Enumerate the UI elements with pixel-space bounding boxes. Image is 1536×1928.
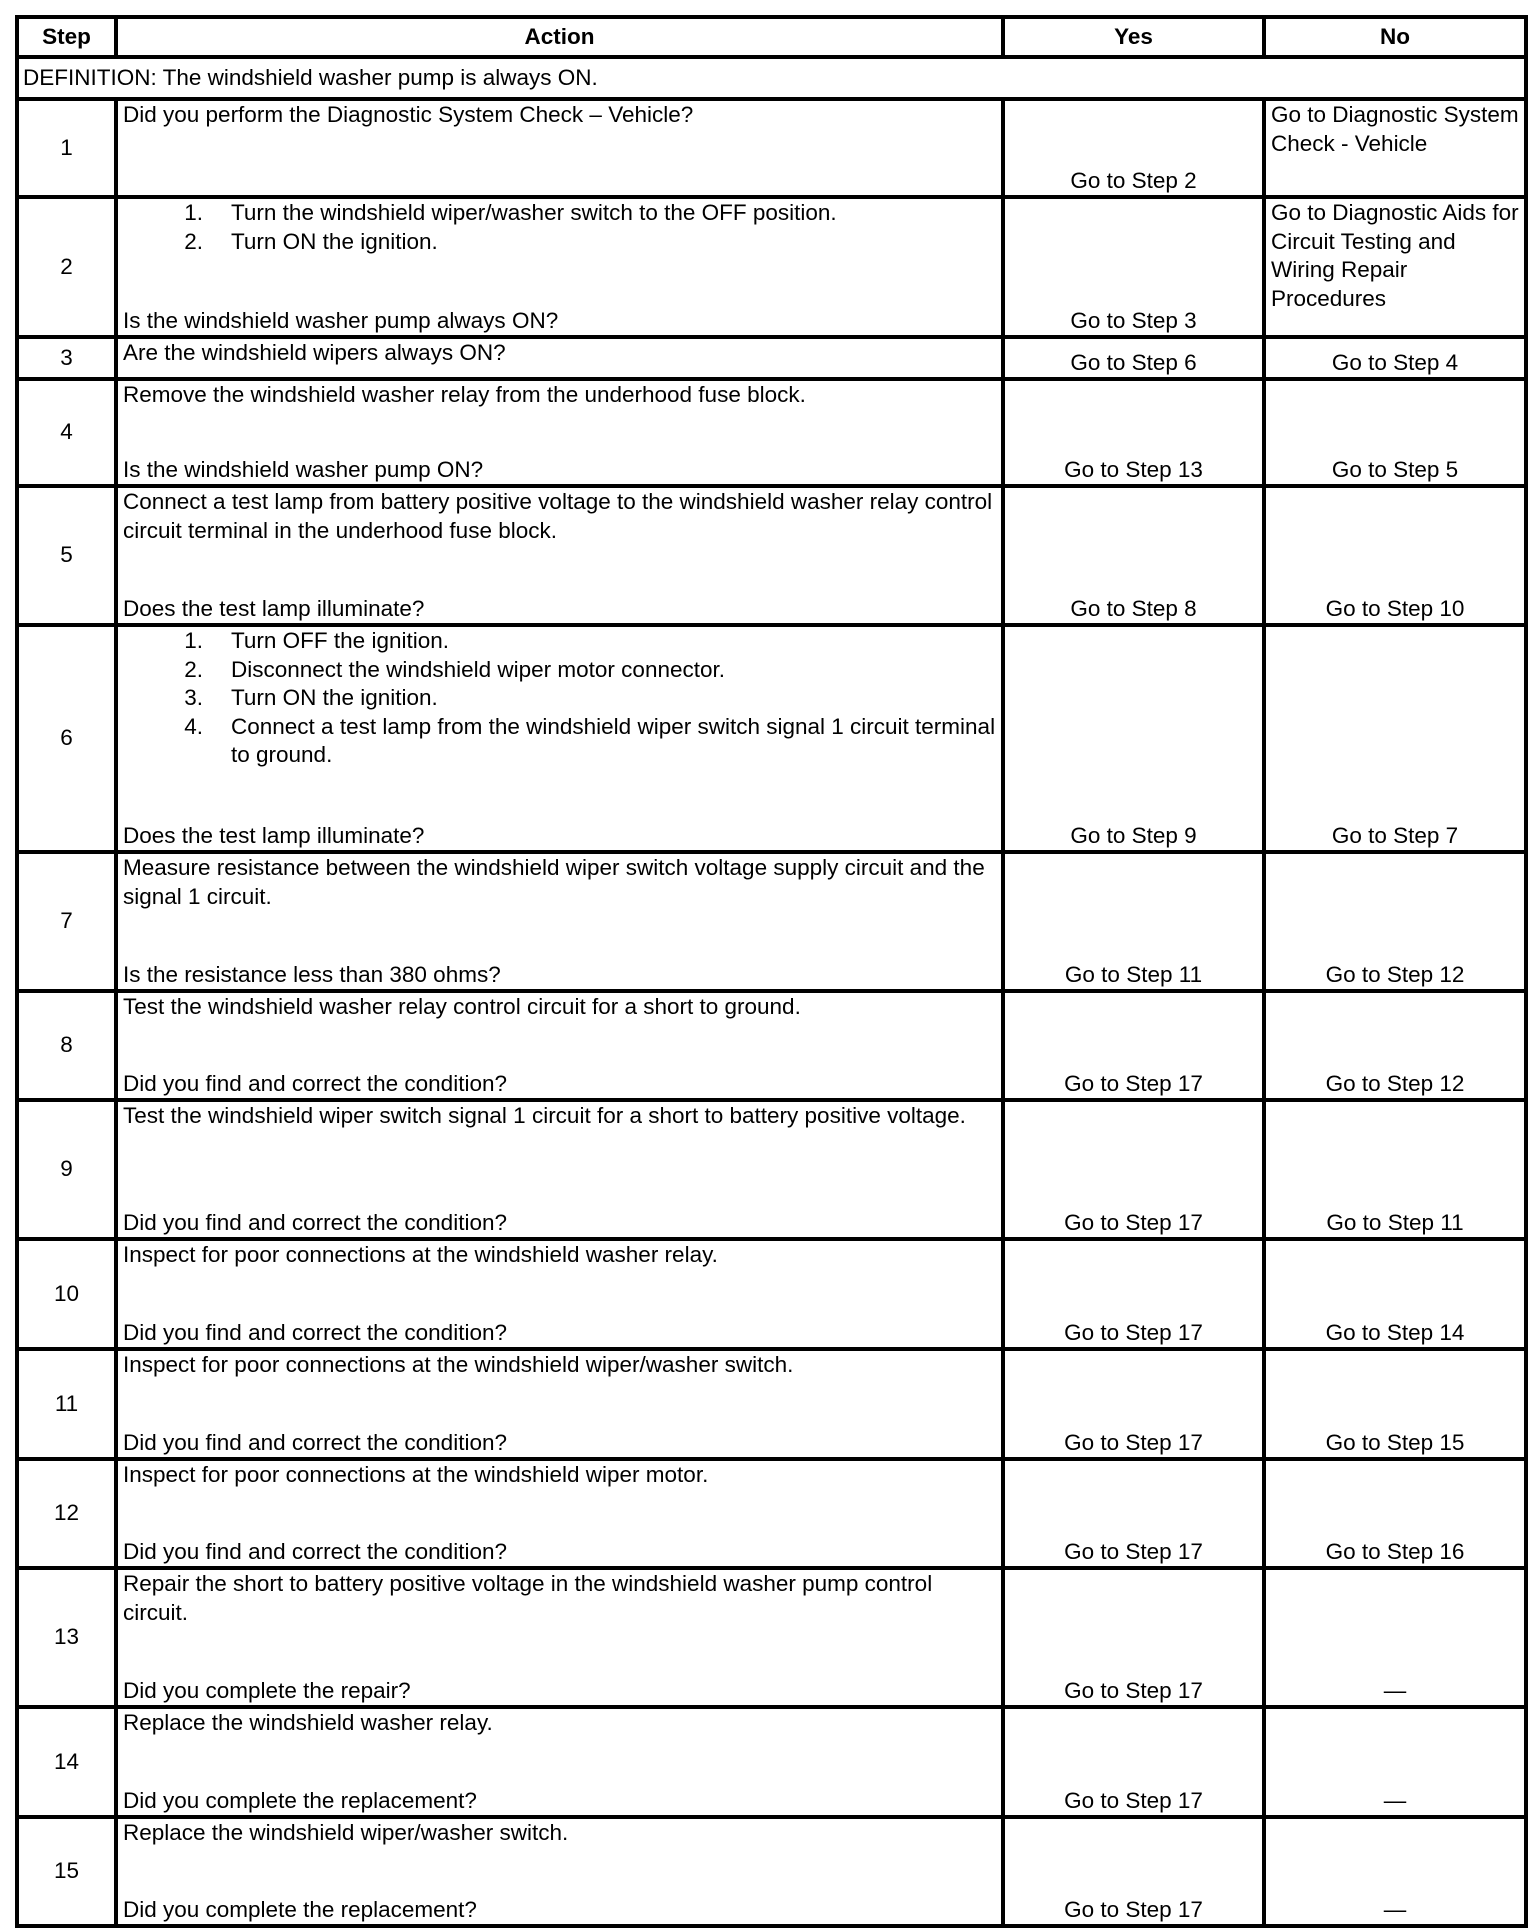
instruction-number: 4. bbox=[184, 713, 203, 739]
no-result: Go to Step 5 bbox=[1264, 379, 1526, 486]
table-row bbox=[17, 625, 1526, 852]
yes-result: Go to Step 6 bbox=[1003, 337, 1264, 379]
yes-result: Go to Step 17 bbox=[1003, 1459, 1264, 1568]
instruction-number: 2. bbox=[184, 228, 203, 254]
step-number: 2 bbox=[17, 197, 116, 337]
yes-result: Go to Step 17 bbox=[1003, 991, 1264, 1100]
action-question: Did you find and correct the condition? bbox=[123, 1209, 507, 1235]
table-row bbox=[17, 337, 1526, 379]
action-question: Did you find and correct the condition? bbox=[123, 1319, 507, 1345]
diagnostic-table bbox=[15, 15, 1528, 1928]
action-question: Did you complete the replacement? bbox=[123, 1787, 477, 1813]
action-content bbox=[123, 1819, 996, 1924]
yes-result: Go to Step 17 bbox=[1003, 1239, 1264, 1349]
action-question: Does the test lamp illuminate? bbox=[123, 822, 425, 848]
yes-result: Go to Step 3 bbox=[1003, 197, 1264, 337]
action-instructions bbox=[123, 101, 996, 130]
step-number: 7 bbox=[17, 852, 116, 991]
step-number: 6 bbox=[17, 625, 116, 852]
instruction-item bbox=[123, 684, 996, 713]
step-number: 5 bbox=[17, 486, 116, 625]
step-number: 3 bbox=[17, 337, 116, 379]
action-cell bbox=[116, 197, 1003, 337]
no-result: Go to Diagnostic Aids for Circuit Testing and Wiring Repair Procedures bbox=[1264, 197, 1526, 337]
no-result: Go to Step 16 bbox=[1264, 1459, 1526, 1568]
no-result: Go to Step 12 bbox=[1264, 852, 1526, 991]
no-result: — bbox=[1264, 1817, 1526, 1926]
yes-result: Go to Step 17 bbox=[1003, 1100, 1264, 1239]
action-cell bbox=[116, 1100, 1003, 1239]
action-cell bbox=[116, 1239, 1003, 1349]
table-row bbox=[17, 1459, 1526, 1568]
table-row bbox=[17, 1817, 1526, 1926]
table-row bbox=[17, 1707, 1526, 1817]
no-result: Go to Step 7 bbox=[1264, 625, 1526, 852]
action-content bbox=[123, 993, 996, 1098]
no-result: Go to Step 15 bbox=[1264, 1349, 1526, 1459]
action-content bbox=[123, 1351, 996, 1457]
action-instructions bbox=[123, 339, 996, 368]
instruction-text: Turn ON the ignition. bbox=[231, 228, 438, 254]
table-row bbox=[17, 197, 1526, 337]
yes-result: Go to Step 17 bbox=[1003, 1349, 1264, 1459]
action-question: Is the resistance less than 380 ohms? bbox=[123, 961, 501, 987]
action-content bbox=[123, 854, 996, 989]
instruction-text: Turn OFF the ignition. bbox=[231, 628, 450, 653]
step-number: 11 bbox=[17, 1349, 116, 1459]
action-cell bbox=[116, 625, 1003, 852]
action-content bbox=[123, 1241, 996, 1347]
action-question: Did you complete the replacement? bbox=[123, 1896, 477, 1922]
action-question: Is the windshield washer pump always ON? bbox=[123, 307, 559, 333]
action-content bbox=[123, 381, 996, 484]
action-cell bbox=[116, 1568, 1003, 1707]
action-text: Test the windshield wiper switch signal 1 circuit for a short to battery positive voltage. bbox=[123, 1103, 966, 1128]
definition-text: DEFINITION: The windshield washer pump is always ON. bbox=[17, 57, 1526, 99]
action-question: Did you find and correct the condition? bbox=[123, 1538, 507, 1564]
action-text: Inspect for poor connections at the windshield washer relay. bbox=[123, 1242, 718, 1267]
action-content bbox=[123, 339, 996, 377]
no-result: Go to Step 10 bbox=[1264, 486, 1526, 625]
action-question: Did you find and correct the condition? bbox=[123, 1070, 507, 1096]
action-content bbox=[123, 1102, 996, 1237]
action-text: Inspect for poor connections at the windshield wiper motor. bbox=[123, 1462, 709, 1487]
action-question: Is the windshield washer pump ON? bbox=[123, 456, 484, 482]
step-number: 15 bbox=[17, 1817, 116, 1926]
action-text: Are the windshield wipers always ON? bbox=[123, 340, 506, 365]
action-cell bbox=[116, 379, 1003, 486]
action-content bbox=[123, 1570, 996, 1705]
action-question: Did you find and correct the condition? bbox=[123, 1429, 507, 1455]
no-result: — bbox=[1264, 1568, 1526, 1707]
table-row bbox=[17, 1100, 1526, 1239]
action-instructions bbox=[123, 488, 996, 545]
instruction-list bbox=[123, 199, 996, 256]
yes-result: Go to Step 17 bbox=[1003, 1707, 1264, 1817]
table-row bbox=[17, 1239, 1526, 1349]
action-instructions bbox=[123, 627, 996, 770]
definition-row bbox=[17, 57, 1526, 99]
no-result: Go to Step 12 bbox=[1264, 991, 1526, 1100]
action-instructions bbox=[123, 1819, 996, 1848]
action-text: Did you perform the Diagnostic System Check – Vehicle? bbox=[123, 102, 694, 127]
action-content bbox=[123, 1709, 996, 1815]
instruction-number: 1. bbox=[184, 628, 203, 653]
table-row bbox=[17, 1568, 1526, 1707]
no-result: — bbox=[1264, 1707, 1526, 1817]
action-text: Replace the windshield washer relay. bbox=[123, 1710, 493, 1735]
action-text: Connect a test lamp from battery positive voltage to the windshield washer relay control circuit terminal in the underhood fuse block. bbox=[123, 489, 993, 543]
instruction-number: 1. bbox=[184, 200, 203, 225]
no-result: Go to Diagnostic System Check - Vehicle bbox=[1264, 99, 1526, 197]
table-row bbox=[17, 486, 1526, 625]
action-instructions bbox=[123, 1709, 996, 1738]
header-step: Step bbox=[17, 17, 116, 57]
action-content bbox=[123, 627, 996, 850]
action-text: Replace the windshield wiper/washer switch. bbox=[123, 1820, 569, 1845]
instruction-text: Turn ON the ignition. bbox=[231, 685, 438, 710]
instruction-text: Disconnect the windshield wiper motor connector. bbox=[231, 656, 726, 682]
table-row bbox=[17, 852, 1526, 991]
no-result: Go to Step 4 bbox=[1264, 337, 1526, 379]
action-instructions bbox=[123, 381, 996, 410]
action-text: Inspect for poor connections at the windshield wiper/washer switch. bbox=[123, 1352, 794, 1377]
instruction-text: Turn the windshield wiper/washer switch to the OFF position. bbox=[231, 200, 837, 225]
yes-result: Go to Step 9 bbox=[1003, 625, 1264, 852]
action-instructions bbox=[123, 1241, 996, 1270]
yes-result: Go to Step 17 bbox=[1003, 1568, 1264, 1707]
no-result: Go to Step 11 bbox=[1264, 1100, 1526, 1239]
action-cell bbox=[116, 99, 1003, 197]
action-text: Measure resistance between the windshield wiper switch voltage supply circuit and the signal 1 circuit. bbox=[123, 855, 985, 909]
header-action: Action bbox=[116, 17, 1003, 57]
action-cell bbox=[116, 1707, 1003, 1817]
action-text: Repair the short to battery positive voltage in the windshield washer pump control circuit. bbox=[123, 1571, 933, 1625]
action-text: Remove the windshield washer relay from the underhood fuse block. bbox=[123, 382, 806, 407]
action-instructions bbox=[123, 1461, 996, 1490]
yes-result: Go to Step 8 bbox=[1003, 486, 1264, 625]
header-no: No bbox=[1264, 17, 1526, 57]
instruction-list bbox=[123, 627, 996, 770]
action-instructions bbox=[123, 993, 996, 1022]
table-row bbox=[17, 379, 1526, 486]
instruction-item bbox=[123, 656, 996, 685]
step-number: 13 bbox=[17, 1568, 116, 1707]
action-cell bbox=[116, 852, 1003, 991]
instruction-text: Connect a test lamp from the windshield wiper switch signal 1 circuit terminal to ground. bbox=[231, 713, 996, 767]
header-row bbox=[17, 17, 1526, 57]
step-number: 4 bbox=[17, 379, 116, 486]
action-cell bbox=[116, 1459, 1003, 1568]
action-cell bbox=[116, 337, 1003, 379]
step-number: 14 bbox=[17, 1707, 116, 1817]
action-instructions bbox=[123, 854, 996, 911]
action-content bbox=[123, 101, 996, 195]
action-question: Does the test lamp illuminate? bbox=[123, 595, 425, 621]
yes-result: Go to Step 13 bbox=[1003, 379, 1264, 486]
table-row bbox=[17, 1349, 1526, 1459]
header-yes: Yes bbox=[1003, 17, 1264, 57]
instruction-item bbox=[123, 627, 996, 656]
yes-result: Go to Step 11 bbox=[1003, 852, 1264, 991]
instruction-number: 3. bbox=[184, 685, 203, 710]
action-content bbox=[123, 199, 996, 335]
table-row bbox=[17, 991, 1526, 1100]
action-cell bbox=[116, 486, 1003, 625]
instruction-item bbox=[123, 713, 996, 770]
step-number: 12 bbox=[17, 1459, 116, 1568]
instruction-item bbox=[123, 199, 996, 228]
no-result: Go to Step 14 bbox=[1264, 1239, 1526, 1349]
action-content bbox=[123, 1461, 996, 1566]
step-number: 8 bbox=[17, 991, 116, 1100]
action-content bbox=[123, 488, 996, 623]
yes-result: Go to Step 17 bbox=[1003, 1817, 1264, 1926]
step-number: 1 bbox=[17, 99, 116, 197]
action-text: Test the windshield washer relay control circuit for a short to ground. bbox=[123, 994, 801, 1019]
yes-result: Go to Step 2 bbox=[1003, 99, 1264, 197]
step-number: 9 bbox=[17, 1100, 116, 1239]
action-cell bbox=[116, 991, 1003, 1100]
action-instructions bbox=[123, 1102, 996, 1131]
instruction-number: 2. bbox=[184, 656, 203, 682]
step-number: 10 bbox=[17, 1239, 116, 1349]
action-instructions bbox=[123, 199, 996, 256]
action-instructions bbox=[123, 1570, 996, 1627]
action-cell bbox=[116, 1817, 1003, 1926]
action-instructions bbox=[123, 1351, 996, 1380]
action-question: Did you complete the repair? bbox=[123, 1677, 411, 1703]
instruction-item bbox=[123, 228, 996, 257]
action-cell bbox=[116, 1349, 1003, 1459]
table-row bbox=[17, 99, 1526, 197]
